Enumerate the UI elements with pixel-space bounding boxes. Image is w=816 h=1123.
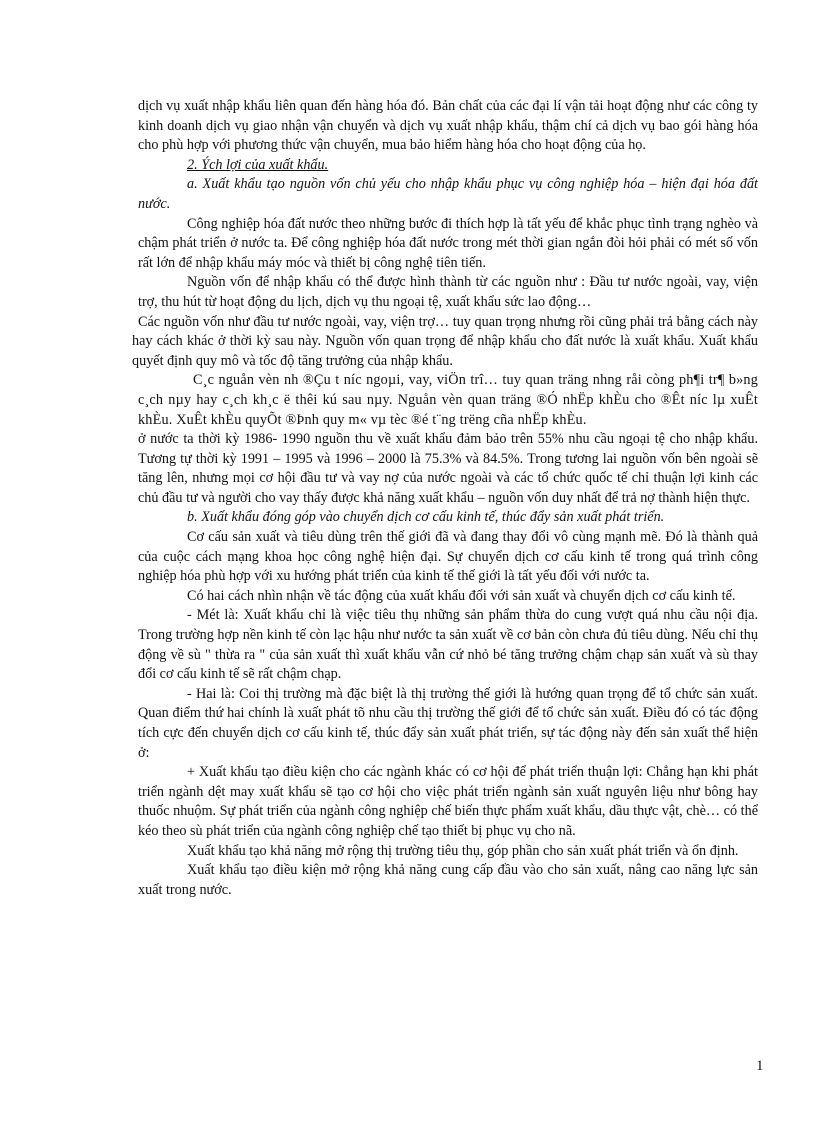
paragraph: Có hai cách nhìn nhận về tác động của xuất khẩu đối với sản xuất và chuyển dịch cơ cấu kinh tế.: [187, 587, 736, 604]
paragraph: dịch vụ xuất nhập khẩu liên quan đến hàng hóa đó. Bản chất của các đại lí vận tải hoạt động như các công ty kinh doanh dịch vụ giao nhận vận chuyển và dịch vụ xuất nhập khẩu, thậm chí cả dịch vụ bao gói hàng hóa cho phù hợp với phương thức vận chuyển, mua bảo hiểm hàng hóa cho hoạt động của họ.: [138, 98, 758, 154]
subsection-heading: a. Xuất khẩu tạo nguồn vốn chủ yếu cho nhập khẩu phục vụ công nghiệp hóa – hiện đại hóa đất nước.: [138, 176, 758, 212]
paragraph: Các nguồn vốn như đầu tư nước ngoài, vay, viện trợ… tuy quan trọng nhưng rồi cũng phải trả bằng cách này hay cách khác ở thời kỳ sau này. Nguồn vốn quan trọng để nhập khẩu cho đất nước là xuất khẩu. Xuất khẩu quyết định quy mô và tốc độ tăng trưởng của nhập khẩu.: [132, 313, 758, 369]
subsection-heading: b. Xuất khẩu đóng góp vào chuyển dịch cơ cấu kinh tế, thúc đẩy sản xuất phát triển.: [187, 509, 665, 526]
paragraph: - Hai là: Coi thị trường mà đặc biệt là thị trường thế giới là hướng quan trọng để tổ chức sản xuất. Quan điểm thứ hai chính là xuất phát tõ nhu cầu thị trường thế giới để tổ chức sản xuất. Điều đó có tác động tích cực đến chuyển dịch cơ cấu kinh tế, thúc đẩy sản xuất phát triển, sự tác động này đến sản xuất thể hiện ở:: [138, 685, 758, 761]
paragraph: Cơ cấu sản xuất và tiêu dùng trên thế giới đã và đang thay đổi vô cùng mạnh mẽ. Đó là thành quả của cuộc cách mạng khoa học công nghệ hiện đại. Sự chuyển dịch cơ cấu kinh tế trong quá trình công nghiệp hóa phù hợp với xu hướng phát triển của kinh tế thế giới là tất yếu đối với nước ta.: [138, 529, 758, 585]
document-body: [132, 97, 758, 900]
section-heading: 2. Ých lợi của xuất khẩu.: [187, 156, 329, 173]
paragraph: Công nghiệp hóa đất nước theo những bước đi thích hợp là tất yếu để khắc phục tình trạng nghèo và chậm phát triển ở nước ta. Để công nghiệp hóa đất nước trong mét thời gian ngắn đòi hỏi phải có mét số vốn rất lớn để nhập khẩu máy móc và thiết bị công nghệ tiên tiến.: [138, 215, 758, 271]
paragraph: + Xuất khẩu tạo điều kiện cho các ngành khác có cơ hội để phát triển thuận lợi: Chẳng hạn khi phát triển ngành dệt may xuất khẩu sẽ tạo cơ hội cho việc phát triển ngành sản xuất nguyên liệu như bông hay thuốc nhuộm. Sự phát triển của ngành công nghiệp chế biến thực phẩm xuất khẩu, dầu thực vật, chè… có thể kéo theo sù phát triển của ngành công nghiệp chế tạo thiết bị phục vụ cho nã.: [138, 764, 758, 839]
paragraph-garbled-encoding: C¸c nguån vèn nh ®Çu t níc ngoµi, vay, viÖn trî… tuy quan träng nhng råi còng ph¶i tr¶ b»ng c¸ch nµy hay c¸ch kh¸c ë thêi kú sau nµy. Nguån vèn quan träng ®Ó nhËp khÈu cho ®Êt níc lµ xuÊt khÈu. XuÊt khÈu quyÕt ®Þnh quy m« vµ tèc ®é t¨ng trëng cña nhËp khÈu.: [138, 372, 758, 428]
paragraph: Xuất khẩu tạo điều kiện mở rộng khả năng cung cấp đầu vào cho sản xuất, nâng cao năng lực sản xuất trong nước.: [138, 862, 758, 898]
paragraph: Xuất khẩu tạo khả năng mở rộng thị trường tiêu thụ, góp phần cho sản xuất phát triển và ổn định.: [187, 842, 739, 859]
paragraph: ở nước ta thời kỳ 1986- 1990 nguồn thu về xuất khẩu đảm bảo trên 55% nhu cầu ngoại tệ cho nhập khẩu. Tương tự thời kỳ 1991 – 1995 và 1996 – 2000 là 75.3% và 84.5%. Trong tương lai nguồn vốn bên ngoài sẽ tăng lên, nhưng mọi cơ hội đầu tư và vay nợ của nước ngoài và các tổ chức quốc tế chỉ thuận lợi kinh các chủ đầu tư và người cho vay thấy được khả năng xuất khẩu – nguồn vốn duy nhất để trả nợ thành hiện thực.: [138, 431, 758, 506]
paragraph: Nguồn vốn để nhập khẩu có thể được hình thành từ các nguồn như : Đầu tư nước ngoài, vay, viện trợ, thu hút từ hoạt động du lịch, dịch vụ thu ngoại tệ, xuất khẩu sức lao động…: [138, 274, 758, 310]
page-number: 1: [756, 1058, 764, 1074]
paragraph: - Mét là: Xuất khẩu chỉ là việc tiêu thụ những sản phẩm thừa do cung vượt quá nhu cầu nội địa. Trong trường hợp nền kinh tế còn lạc hậu như nước ta sản xuất về cơ bản còn chưa đủ tiêu dùng. Nếu chỉ thụ động về sù " thừa ra " của sản xuất thì xuất khẩu vẫn cứ nhỏ bé tăng trưởng chậm chạp sản xuất và sù thay đổi cơ cấu kinh tế sẽ rất chậm chạp.: [138, 607, 758, 683]
